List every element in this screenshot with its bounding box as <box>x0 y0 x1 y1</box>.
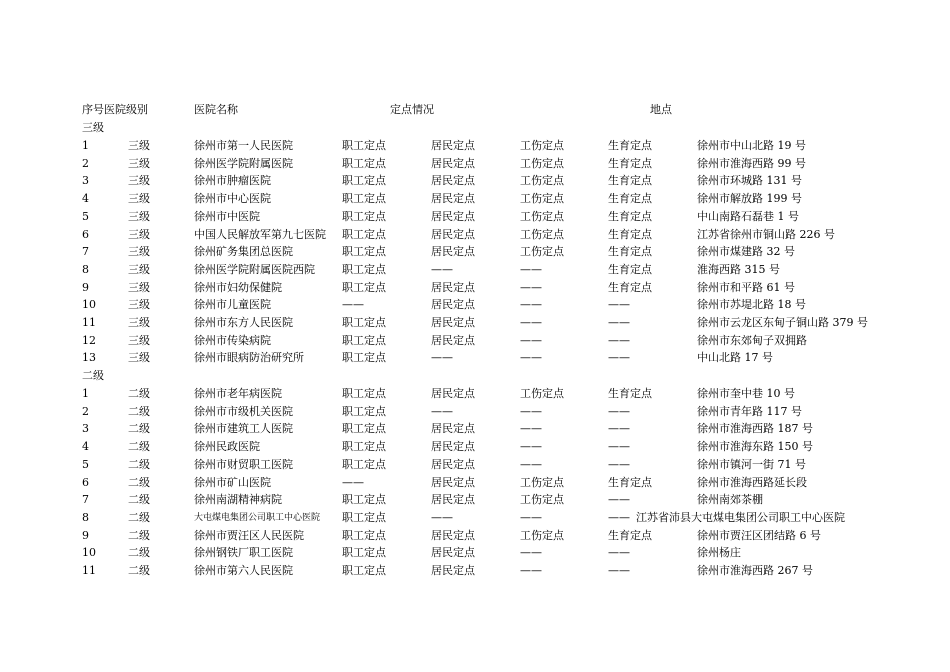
hospital-name: 徐州市建筑工人医院 <box>194 422 293 436</box>
row-level: 三级 <box>128 139 150 152</box>
injury-designation: —— <box>520 440 542 454</box>
resident-designation: 居民定点 <box>431 316 475 329</box>
hospital-address: 徐州市苏堤北路 18 号 <box>697 298 806 312</box>
row-number: 12 <box>82 333 96 347</box>
hospital-name: 徐州市第一人民医院 <box>194 139 293 152</box>
hospital-name: 徐州市儿童医院 <box>194 298 271 312</box>
row-number: 1 <box>82 387 89 400</box>
resident-designation: 居民定点 <box>431 298 475 312</box>
hospital-name: 徐州市老年病医院 <box>194 387 282 400</box>
hospital-address: 徐州市淮海西路 267 号 <box>697 564 813 577</box>
row-number: 10 <box>82 298 96 312</box>
row-number: 10 <box>82 546 96 560</box>
injury-designation: —— <box>520 280 542 294</box>
injury-designation: —— <box>520 546 542 560</box>
employee-designation: 职工定点 <box>342 174 386 188</box>
row-number: 8 <box>82 262 89 276</box>
row-number: 2 <box>82 156 89 170</box>
employee-designation: 职工定点 <box>342 192 386 206</box>
employee-designation: —— <box>342 298 364 312</box>
injury-designation: —— <box>520 316 542 329</box>
header-address: 地点 <box>650 103 672 116</box>
maternity-designation: —— <box>608 493 630 507</box>
row-level: 二级 <box>128 457 150 471</box>
row-number: 7 <box>82 493 89 507</box>
maternity-designation: 生育定点 <box>608 139 652 152</box>
hospital-address: 徐州市和平路 61 号 <box>697 280 795 294</box>
row-number: 13 <box>82 351 96 365</box>
resident-designation: —— <box>431 510 453 524</box>
injury-designation: —— <box>520 351 542 365</box>
injury-designation: —— <box>520 510 542 524</box>
injury-designation: 工伤定点 <box>520 387 564 400</box>
resident-designation: 居民定点 <box>431 280 475 294</box>
maternity-designation: —— <box>608 404 630 418</box>
hospital-name: 徐州市贾汪区人民医院 <box>194 528 304 542</box>
employee-designation: 职工定点 <box>342 227 386 241</box>
resident-designation: 居民定点 <box>431 493 475 507</box>
hospital-name: 徐州市财贸职工医院 <box>194 457 293 471</box>
employee-designation: 职工定点 <box>342 262 386 276</box>
maternity-designation: 生育定点 <box>608 262 652 276</box>
resident-designation: —— <box>431 262 453 276</box>
hospital-address: 徐州市镇河一街 71 号 <box>697 457 806 471</box>
maternity-designation: 生育定点 <box>608 387 652 400</box>
resident-designation: 居民定点 <box>431 457 475 471</box>
hospital-address: 徐州市东郊甸子双拥路 <box>697 333 807 347</box>
hospital-address: 徐州南郊茶棚 <box>697 493 763 507</box>
employee-designation: 职工定点 <box>342 457 386 471</box>
row-number: 3 <box>82 422 89 436</box>
row-level: 三级 <box>128 333 150 347</box>
row-level: 三级 <box>128 156 150 170</box>
resident-designation: 居民定点 <box>431 156 475 170</box>
row-number: 11 <box>82 316 96 329</box>
injury-designation: 工伤定点 <box>520 245 564 259</box>
row-number: 1 <box>82 139 89 152</box>
hospital-address: 徐州市淮海东路 150 号 <box>697 440 813 454</box>
row-level: 三级 <box>128 262 150 276</box>
resident-designation: 居民定点 <box>431 440 475 454</box>
employee-designation: 职工定点 <box>342 528 386 542</box>
maternity-designation: 生育定点 <box>608 475 652 489</box>
hospital-address: 中山北路 17 号 <box>697 351 773 365</box>
row-level: 二级 <box>128 564 150 577</box>
hospital-name: 徐州市中心医院 <box>194 192 271 206</box>
hospital-address: 徐州市淮海西路延长段 <box>697 475 807 489</box>
row-number: 9 <box>82 528 89 542</box>
hospital-name: 大屯煤电集团公司职工中心医院 <box>194 512 321 523</box>
hospital-address: 徐州市环城路 131 号 <box>697 174 802 188</box>
hospital-name: 徐州市市级机关医院 <box>194 404 293 418</box>
hospital-address: 中山南路石磊巷 1 号 <box>697 209 799 223</box>
employee-designation: 职工定点 <box>342 493 386 507</box>
employee-designation: 职工定点 <box>342 404 386 418</box>
employee-designation: 职工定点 <box>342 422 386 436</box>
hospital-address: 徐州市淮海西路 187 号 <box>697 422 813 436</box>
employee-designation: —— <box>342 475 364 489</box>
injury-designation: 工伤定点 <box>520 528 564 542</box>
maternity-designation: —— <box>608 422 630 436</box>
row-level: 三级 <box>128 351 150 365</box>
resident-designation: 居民定点 <box>431 546 475 560</box>
hospital-name: 徐州钢铁厂职工医院 <box>194 546 293 560</box>
maternity-designation: 生育定点 <box>608 174 652 188</box>
maternity-designation: 生育定点 <box>608 280 652 294</box>
injury-designation: 工伤定点 <box>520 209 564 223</box>
maternity-designation: —— <box>608 510 630 524</box>
employee-designation: 职工定点 <box>342 156 386 170</box>
injury-designation: —— <box>520 333 542 347</box>
hospital-address: 淮海西路 315 号 <box>697 262 780 276</box>
row-number: 8 <box>82 510 89 524</box>
employee-designation: 职工定点 <box>342 351 386 365</box>
row-number: 3 <box>82 174 89 188</box>
employee-designation: 职工定点 <box>342 546 386 560</box>
injury-designation: —— <box>520 564 542 577</box>
row-level: 三级 <box>128 192 150 206</box>
hospital-address: 徐州杨庄 <box>697 546 741 560</box>
employee-designation: 职工定点 <box>342 564 386 577</box>
resident-designation: 居民定点 <box>431 209 475 223</box>
injury-designation: 工伤定点 <box>520 475 564 489</box>
row-level: 二级 <box>128 387 150 400</box>
hospital-address: 徐州市中山北路 19 号 <box>697 139 806 152</box>
row-number: 4 <box>82 440 89 454</box>
row-level: 二级 <box>128 493 150 507</box>
row-level: 二级 <box>128 440 150 454</box>
row-number: 6 <box>82 475 89 489</box>
injury-designation: 工伤定点 <box>520 192 564 206</box>
hospital-address: 江苏省沛县大屯煤电集团公司职工中心医院 <box>636 510 845 524</box>
hospital-name: 徐州市矿山医院 <box>194 475 271 489</box>
maternity-designation: 生育定点 <box>608 227 652 241</box>
employee-designation: 职工定点 <box>342 316 386 329</box>
resident-designation: 居民定点 <box>431 333 475 347</box>
hospital-address: 徐州市青年路 117 号 <box>697 404 802 418</box>
row-level: 三级 <box>128 280 150 294</box>
injury-designation: 工伤定点 <box>520 156 564 170</box>
row-level: 三级 <box>128 316 150 329</box>
hospital-address: 江苏省徐州市铜山路 226 号 <box>697 227 835 241</box>
resident-designation: —— <box>431 404 453 418</box>
hospital-address: 徐州市煤建路 32 号 <box>697 245 795 259</box>
injury-designation: 工伤定点 <box>520 139 564 152</box>
employee-designation: 职工定点 <box>342 245 386 259</box>
maternity-designation: 生育定点 <box>608 209 652 223</box>
row-level: 三级 <box>128 245 150 259</box>
employee-designation: 职工定点 <box>342 387 386 400</box>
maternity-designation: 生育定点 <box>608 245 652 259</box>
maternity-designation: 生育定点 <box>608 156 652 170</box>
row-level: 二级 <box>128 404 150 418</box>
hospital-address: 徐州市云龙区东甸子铜山路 379 号 <box>697 316 868 329</box>
maternity-designation: —— <box>608 546 630 560</box>
hospital-name: 徐州市东方人民医院 <box>194 316 293 329</box>
maternity-designation: —— <box>608 457 630 471</box>
injury-designation: —— <box>520 457 542 471</box>
row-level: 二级 <box>128 510 150 524</box>
resident-designation: 居民定点 <box>431 387 475 400</box>
hospital-name: 中国人民解放军第九七医院 <box>194 227 326 241</box>
hospital-name: 徐州矿务集团总医院 <box>194 245 293 259</box>
injury-designation: —— <box>520 404 542 418</box>
hospital-name: 徐州医学院附属医院 <box>194 156 293 170</box>
row-number: 5 <box>82 209 89 223</box>
injury-designation: —— <box>520 298 542 312</box>
hospital-name: 徐州市肿瘤医院 <box>194 174 271 188</box>
maternity-designation: —— <box>608 316 630 329</box>
resident-designation: —— <box>431 351 453 365</box>
resident-designation: 居民定点 <box>431 139 475 152</box>
resident-designation: 居民定点 <box>431 475 475 489</box>
hospital-name: 徐州南湖精神病院 <box>194 493 282 507</box>
employee-designation: 职工定点 <box>342 209 386 223</box>
employee-designation: 职工定点 <box>342 510 386 524</box>
hospital-name: 徐州市中医院 <box>194 209 260 223</box>
hospital-name: 徐州市眼病防治研究所 <box>194 351 304 365</box>
injury-designation: —— <box>520 262 542 276</box>
hospital-name: 徐州医学院附属医院西院 <box>194 262 315 276</box>
row-number: 2 <box>82 404 89 418</box>
hospital-name: 徐州市第六人民医院 <box>194 564 293 577</box>
resident-designation: 居民定点 <box>431 422 475 436</box>
row-level: 二级 <box>128 528 150 542</box>
maternity-designation: —— <box>608 440 630 454</box>
injury-designation: 工伤定点 <box>520 174 564 188</box>
row-number: 6 <box>82 227 89 241</box>
row-number: 7 <box>82 245 89 259</box>
row-level: 二级 <box>128 422 150 436</box>
maternity-designation: —— <box>608 298 630 312</box>
row-level: 三级 <box>128 209 150 223</box>
header-name: 医院名称 <box>194 103 238 116</box>
injury-designation: 工伤定点 <box>520 493 564 507</box>
row-number: 11 <box>82 564 96 577</box>
hospital-address: 徐州市奎中巷 10 号 <box>697 387 795 400</box>
section-title: 三级 <box>82 121 104 134</box>
row-level: 三级 <box>128 298 150 312</box>
injury-designation: 工伤定点 <box>520 227 564 241</box>
hospital-address: 徐州市淮海西路 99 号 <box>697 156 806 170</box>
employee-designation: 职工定点 <box>342 440 386 454</box>
maternity-designation: —— <box>608 333 630 347</box>
hospital-address: 徐州市贾汪区团结路 6 号 <box>697 528 821 542</box>
employee-designation: 职工定点 <box>342 333 386 347</box>
resident-designation: 居民定点 <box>431 564 475 577</box>
header-no-level: 序号医院级别 <box>82 103 148 116</box>
row-number: 9 <box>82 280 89 294</box>
row-level: 二级 <box>128 546 150 560</box>
hospital-address: 徐州市解放路 199 号 <box>697 192 802 206</box>
row-number: 4 <box>82 192 89 206</box>
resident-designation: 居民定点 <box>431 528 475 542</box>
hospital-name: 徐州市妇幼保健院 <box>194 280 282 294</box>
row-level: 三级 <box>128 174 150 188</box>
maternity-designation: —— <box>608 351 630 365</box>
resident-designation: 居民定点 <box>431 245 475 259</box>
injury-designation: —— <box>520 422 542 436</box>
row-level: 三级 <box>128 227 150 241</box>
maternity-designation: —— <box>608 564 630 577</box>
maternity-designation: 生育定点 <box>608 528 652 542</box>
hospital-name: 徐州民政医院 <box>194 440 260 454</box>
hospital-name: 徐州市传染病院 <box>194 333 271 347</box>
resident-designation: 居民定点 <box>431 227 475 241</box>
employee-designation: 职工定点 <box>342 280 386 294</box>
resident-designation: 居民定点 <box>431 174 475 188</box>
row-number: 5 <box>82 457 89 471</box>
employee-designation: 职工定点 <box>342 139 386 152</box>
section-title: 二级 <box>82 369 104 382</box>
header-status: 定点情况 <box>390 103 434 116</box>
row-level: 二级 <box>128 475 150 489</box>
maternity-designation: 生育定点 <box>608 192 652 206</box>
resident-designation: 居民定点 <box>431 192 475 206</box>
